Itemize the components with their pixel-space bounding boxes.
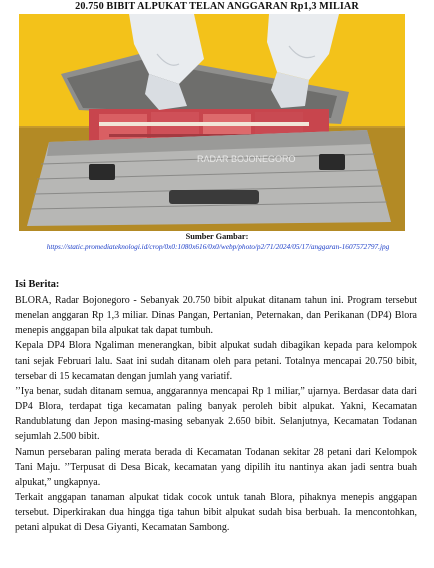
article-paragraph: Namun persebaran paling merata berada di Kecamatan Todanan sekitar 28 petani dari Kelompok Tani Maju. ’’Terpusat di Desa Bicak, kecamatan yang dipilih itu nantinya akan jadi sentra buah alpukat,” ungkapnya. <box>15 446 417 488</box>
briefcase-money-illustration <box>19 14 405 231</box>
article-paragraph: BLORA, Radar Bojonegoro - Sebanyak 20.750 bibit alpukat ditanam tahun ini. Program tersebut menelan anggaran Rp 1,3 miliar. Dinas Pangan, Pertanian, Peternakan, dan Perikanan (DP4) Blora menepis anggapan bila alpukat tak dapat tumbuh. <box>15 295 417 337</box>
article-body <box>15 293 417 536</box>
article-paragraph: ’’Iya benar, sudah ditanam semua, anggarannya mencapai Rp 1 miliar,” ujarnya. Berdasar data dari DP4 Blora, terdapat tiga kecamatan paling banyak peroleh bibit alpukat. Yakni, Kecamatan Randublatung dan Jepon masing-masing sebanyak 2.650 bibit. Selanjutnya, Kecamatan Todanan sejumlah 2.500 bibit. <box>15 385 417 443</box>
news-section-heading: Isi Berita: <box>15 279 60 290</box>
image-source-link[interactable]: https://static.promediateknologi.id/crop/0x0:1080x616/0x0/webp/photo/p2/71/2024/05/17/anggaran-1607572797.jpg <box>46 242 390 251</box>
article-paragraph: Kepala DP4 Blora Ngaliman menerangkan, bibit alpukat sudah dibagikan kepada para kelompok tani sejak Februari lalu. Saat ini sudah ditanam oleh para petani. Totalnya mencapai 20.750 bibit, tersebar di 15 kecamatan dengan jumlah yang variatif. <box>15 340 417 382</box>
image-source-label: Sumber Gambar: <box>185 232 249 241</box>
news-photo <box>19 14 405 231</box>
article-paragraph: Terkait anggapan tanaman alpukat tidak cocok untuk tanah Blora, pihaknya menepis anggapan tersebut. Diperkirakan dua hingga tiga tahun bibit alpukat sudah bisa berbuah. Ia mencontohkan, petani alpukat di Desa Giyanti, Kecamatan Sambong. <box>15 492 417 534</box>
article-headline: 20.750 BIBIT ALPUKAT TELAN ANGGARAN Rp1,3 MILIAR <box>75 1 359 12</box>
watermark-text: RADAR BOJONEGORO <box>197 154 296 164</box>
